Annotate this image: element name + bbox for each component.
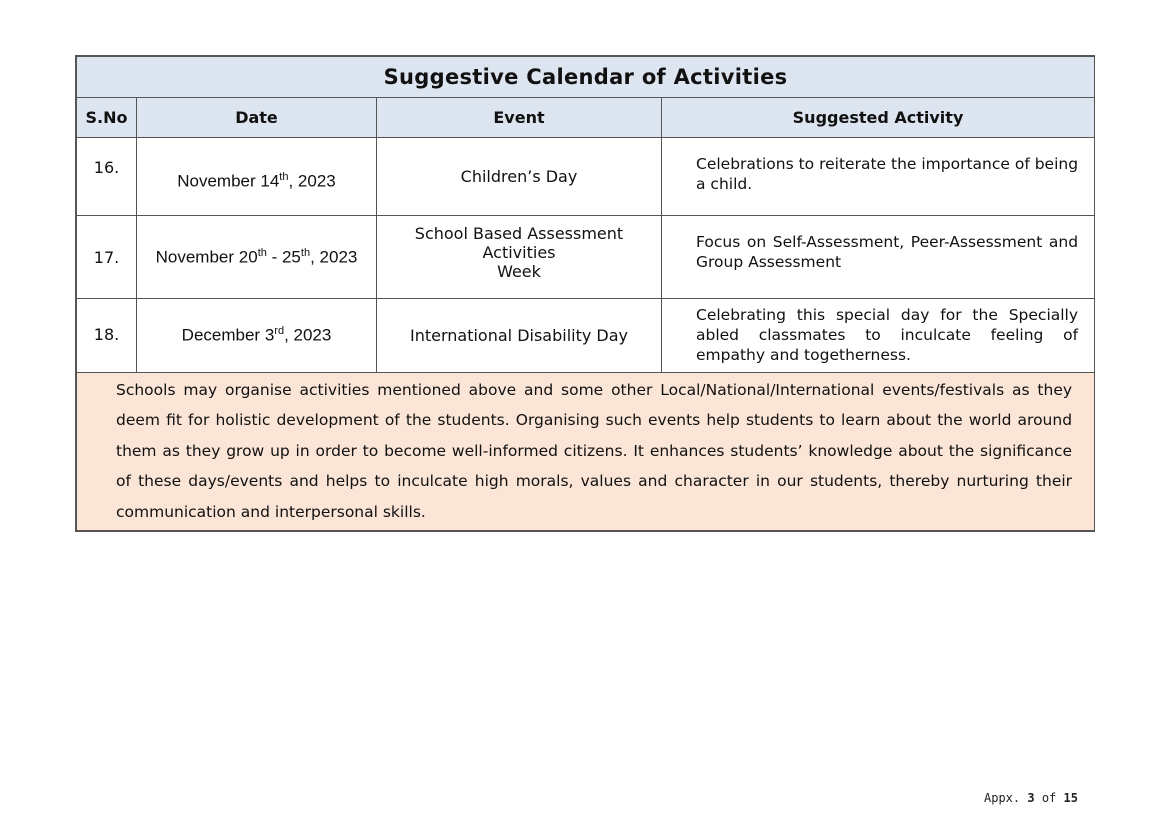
date-ordinal: th [279,171,289,184]
row-date-text [137,171,376,192]
date-ordinal-end: th [300,246,311,259]
note-row [77,373,1095,531]
row-event-line1: School Based Assessment Activities [414,223,624,262]
row-event-line2: Week [497,261,541,281]
activity-table [76,56,1095,531]
note-text: Schools may organise activities mentioned above and some other Local/National/International events/festivals as they deem fit for holistic development of the students. Organising such events help students to learn about the world around them as they grow up in order to become well-informed citizens. It enhances students’ knowledge about the significance of these days/events and helps to inculcate high morals, values and character in our students, thereby nurturing their communication and interpersonal skills. [77,373,1095,531]
column-header-sno: S.No [77,98,137,138]
row-activity-text: Focus on Self-Assessment, Peer-Assessment and Group Assessment [696,233,1079,271]
row-date [137,138,377,216]
footer-prefix: Appx. [984,791,1021,805]
date-main: November 20 [155,247,258,267]
row-sno [77,138,137,216]
footer-total-pages: 15 [1063,791,1078,805]
row-event-text: International Disability Day [409,326,629,345]
row-sno-text: 18. [93,325,120,344]
date-year: , 2023 [310,247,358,267]
footer-page-number: 3 [1027,791,1035,805]
row-date-text [137,247,376,268]
row-sno [77,216,137,299]
row-sno-text: 17. [93,247,120,267]
row-activity [662,299,1095,373]
activity-calendar-document [75,55,1095,532]
row-activity-text: Celebrating this special day for the Specially abled classmates to inculcate feeling of empathy and togetherness. [696,305,1079,364]
row-event [377,299,662,373]
row-date [137,216,377,299]
row-date [137,299,377,373]
row-activity [662,216,1095,299]
row-event [377,216,662,299]
column-header-date: Date [137,98,377,138]
row-sno [77,299,137,373]
table-row [77,299,1095,373]
date-year: , 2023 [288,171,336,191]
row-event [377,138,662,216]
row-activity-text: Celebrations to reiterate the importance of being a child. [696,154,1079,193]
row-sno-text: 16. [93,158,120,177]
table-row [77,216,1095,299]
column-header-event: Event [377,98,662,138]
table-row [77,138,1095,216]
row-event-text: Children’s Day [460,167,578,186]
table-title-row [77,57,1095,98]
date-main: December 3 [181,325,275,345]
date-ordinal: th [257,246,267,259]
page-footer [984,791,1078,805]
date-year: , 2023 [284,325,332,345]
date-range-end: - 25 [266,247,301,267]
column-header-activity: Suggested Activity [662,98,1095,138]
row-activity [662,138,1095,216]
table-title: Suggestive Calendar of Activities [77,57,1095,98]
date-ordinal: rd [274,325,285,338]
footer-of: of [1041,791,1057,805]
row-date-text [137,325,376,346]
date-main: November 14 [177,171,280,191]
table-header-row [77,98,1095,138]
